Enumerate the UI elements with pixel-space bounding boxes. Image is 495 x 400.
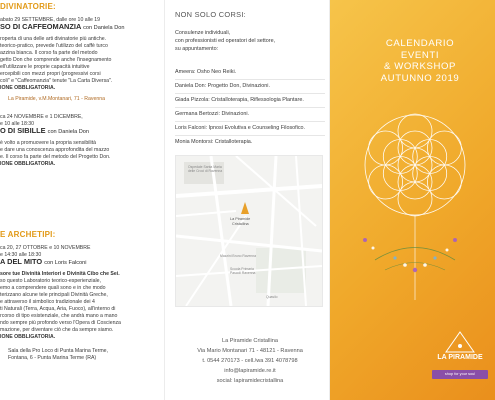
consultant-role: : Cristalloterapia.	[211, 139, 253, 145]
map-label: Mazzini Bruno Ravenna	[220, 254, 256, 258]
course-name: O DI SIBILLE	[0, 126, 46, 135]
event-body-line: so questo Laboratorio teorico-esperienziale,	[0, 278, 101, 284]
event-body-line: e dare una conoscenza approfondita del mazzo	[0, 147, 110, 153]
consultant-row	[175, 111, 249, 118]
map-pin-label: La Piramide	[230, 217, 251, 221]
event-body-line: mazione, per diventare ciò che da sempre siamo.	[0, 327, 114, 333]
map-label: Quasilo	[266, 295, 278, 299]
consultant-role: : Cristalloterapia, Riflessologia Plantare.	[208, 97, 304, 103]
pyramid-icon	[430, 330, 490, 354]
booking-required: IONE OBBLIGATORIA.	[0, 161, 56, 167]
intro-line: con professionisti ed operatori del settore,	[175, 38, 276, 44]
cover-title-line: CALENDARIO	[385, 38, 455, 49]
event-course-title	[0, 128, 89, 136]
event-body-line: emo a comprendere quali sono e in che modo	[0, 285, 106, 291]
location-map[interactable]	[175, 155, 323, 307]
map-pin-label: Cristallina	[232, 222, 249, 226]
consultant-name: Germana Bertozzi	[175, 111, 219, 117]
map-label: Pascoli Ravenna	[230, 271, 256, 275]
consultant-row	[175, 139, 252, 146]
event-date: ca 24 NOVEMBRE e 1 DICEMBRE,	[0, 114, 83, 120]
address-email[interactable]: info@lapiramide.re.it	[224, 368, 276, 374]
consultant-row	[175, 69, 236, 76]
event-body-line: terizzano alcune tele principali Divinità Greche,	[0, 292, 108, 298]
divider	[175, 135, 325, 136]
consultant-row	[175, 125, 305, 132]
divider	[175, 107, 325, 108]
event-body-line: ndo sempre più profondo verso l'Opera di Coscienza	[0, 320, 121, 326]
consultant-row	[175, 97, 304, 104]
address-name: La Piramide Cristallina	[222, 338, 278, 344]
address-street: Via Mario Montanari 71 - 48121 - Ravenna	[197, 348, 303, 354]
consultant-name: Ameera	[175, 69, 194, 75]
logo-name: LA PIRAMIDE	[437, 354, 483, 361]
consultant-name: Monia Montorsi	[175, 139, 212, 145]
event-place: Sala della Pro Loco di Punta Marina Terme,	[8, 348, 108, 354]
event-date: ca 20, 27 OTTOBRE e 10 NOVEMBRE	[0, 245, 91, 251]
course-teacher: con Daniela Don	[83, 25, 125, 31]
divider	[175, 121, 325, 122]
event-place: La Piramide, v.M.Montanari, 71 - Ravenna	[8, 96, 106, 102]
event-body-line: sore tue Divinità Interiori e Divinità Cibo che Sei.	[0, 271, 120, 277]
la-piramide-logo	[430, 330, 490, 382]
map-label: Ospedale Santa Maria	[188, 165, 222, 169]
event-body-line: coli" e "Caffeomanzia" tenute "La Carta Diversa".	[0, 78, 113, 84]
divider	[175, 93, 325, 94]
consultant-role: : Divinazioni.	[218, 111, 250, 117]
consultant-row	[175, 83, 270, 90]
event-body-line: ercepibili con mezzi propri (progressivi corsi	[0, 71, 101, 77]
course-teacher: con Daniela Don	[47, 129, 89, 135]
course-name: A DEL MITO	[0, 257, 43, 266]
address-social[interactable]: social: lapiramidecristallina	[216, 378, 284, 384]
booking-required: IONE OBBLIGATORIA.	[0, 85, 56, 91]
course-teacher: con Loris Falconi	[44, 260, 87, 266]
section-title-divinatorie: DIVINATORIE:	[0, 2, 56, 11]
event-body-line: è volto a promuovere la propria sensibilità	[0, 140, 97, 146]
consultant-name: Giada Pizzola	[175, 97, 209, 103]
event-course-title	[0, 24, 124, 32]
cover-title	[350, 38, 490, 84]
logo-tagline: shop for your soul	[444, 372, 476, 376]
consultant-name: Daniela Don	[175, 83, 205, 89]
event-body-line: teorico-pratico, prevede l'utilizzo del caffè turco	[0, 43, 108, 49]
event-date: abato 29 SETTEMBRE, dalle ore 10 alle 19	[0, 17, 101, 23]
map-label: Scuola Primaria	[230, 267, 254, 271]
consultant-role: : Osho Neo Reiki.	[193, 69, 237, 75]
flower-of-life-icon	[335, 100, 495, 340]
event-body-line: e. Il corso fa parte del metodo del Progetto Don.	[0, 154, 111, 160]
event-body-line: rcorso di tipo esistenziale, che andrà mano a mano	[0, 313, 118, 319]
events-panel	[0, 0, 163, 400]
cover-title-line: EVENTI	[400, 49, 440, 61]
booking-required: IONE OBBLIGATORIA.	[0, 334, 56, 340]
map-streets	[176, 156, 322, 306]
divider	[175, 79, 325, 80]
intro-line: su appuntamento:	[175, 46, 219, 52]
cover-title-line: AUTUNNO 2019	[380, 72, 460, 84]
consultant-role: : Ipnosi Evolutiva e Counseling Filosofico.	[205, 125, 306, 131]
consultant-name: Loris Falconi	[175, 125, 206, 131]
event-body-line: e attraverso il simbolico tradizionale dei 4	[0, 299, 95, 305]
event-course-title	[0, 259, 87, 267]
event-place: Fontana, 6 - Punta Marina Terme (RA)	[8, 355, 97, 361]
address-phones: t. 0544 270173 - cell./wa 391 4078798	[202, 358, 298, 364]
map-label: delle Croci di Ravenna	[188, 169, 223, 173]
event-body-line: azzina bianca. Il corso fa parte del metodo	[0, 50, 98, 56]
event-body-line: ti Naturali (Terra, Acqua, Aria, Fuoco), all'interno di	[0, 306, 116, 312]
consultations-panel	[165, 0, 328, 400]
cover-title-line: & WORKSHOP	[383, 61, 457, 72]
event-time: e 10 alle 18:30	[0, 121, 35, 127]
event-body-line: ell'utilizzare le proprie capacità intuitive	[0, 64, 90, 70]
section-title-archetipi: E ARCHETIPI:	[0, 230, 56, 239]
consultant-role: : Progetto Don, Divinazioni.	[204, 83, 270, 89]
event-body-line: getto Don che comprende anche l'insegnamento	[0, 57, 112, 63]
event-time: e 14:30 alle 18:30	[0, 252, 42, 258]
cover-panel	[330, 0, 495, 400]
course-name: SO DI CAFFEOMANZIA	[0, 22, 82, 31]
intro-line: Consulenze individuali,	[175, 30, 231, 36]
section-title-non-solo-corsi: NON SOLO CORSI:	[175, 10, 247, 19]
event-body-line: roperta di una delle arti divinatorie più antiche.	[0, 36, 107, 42]
